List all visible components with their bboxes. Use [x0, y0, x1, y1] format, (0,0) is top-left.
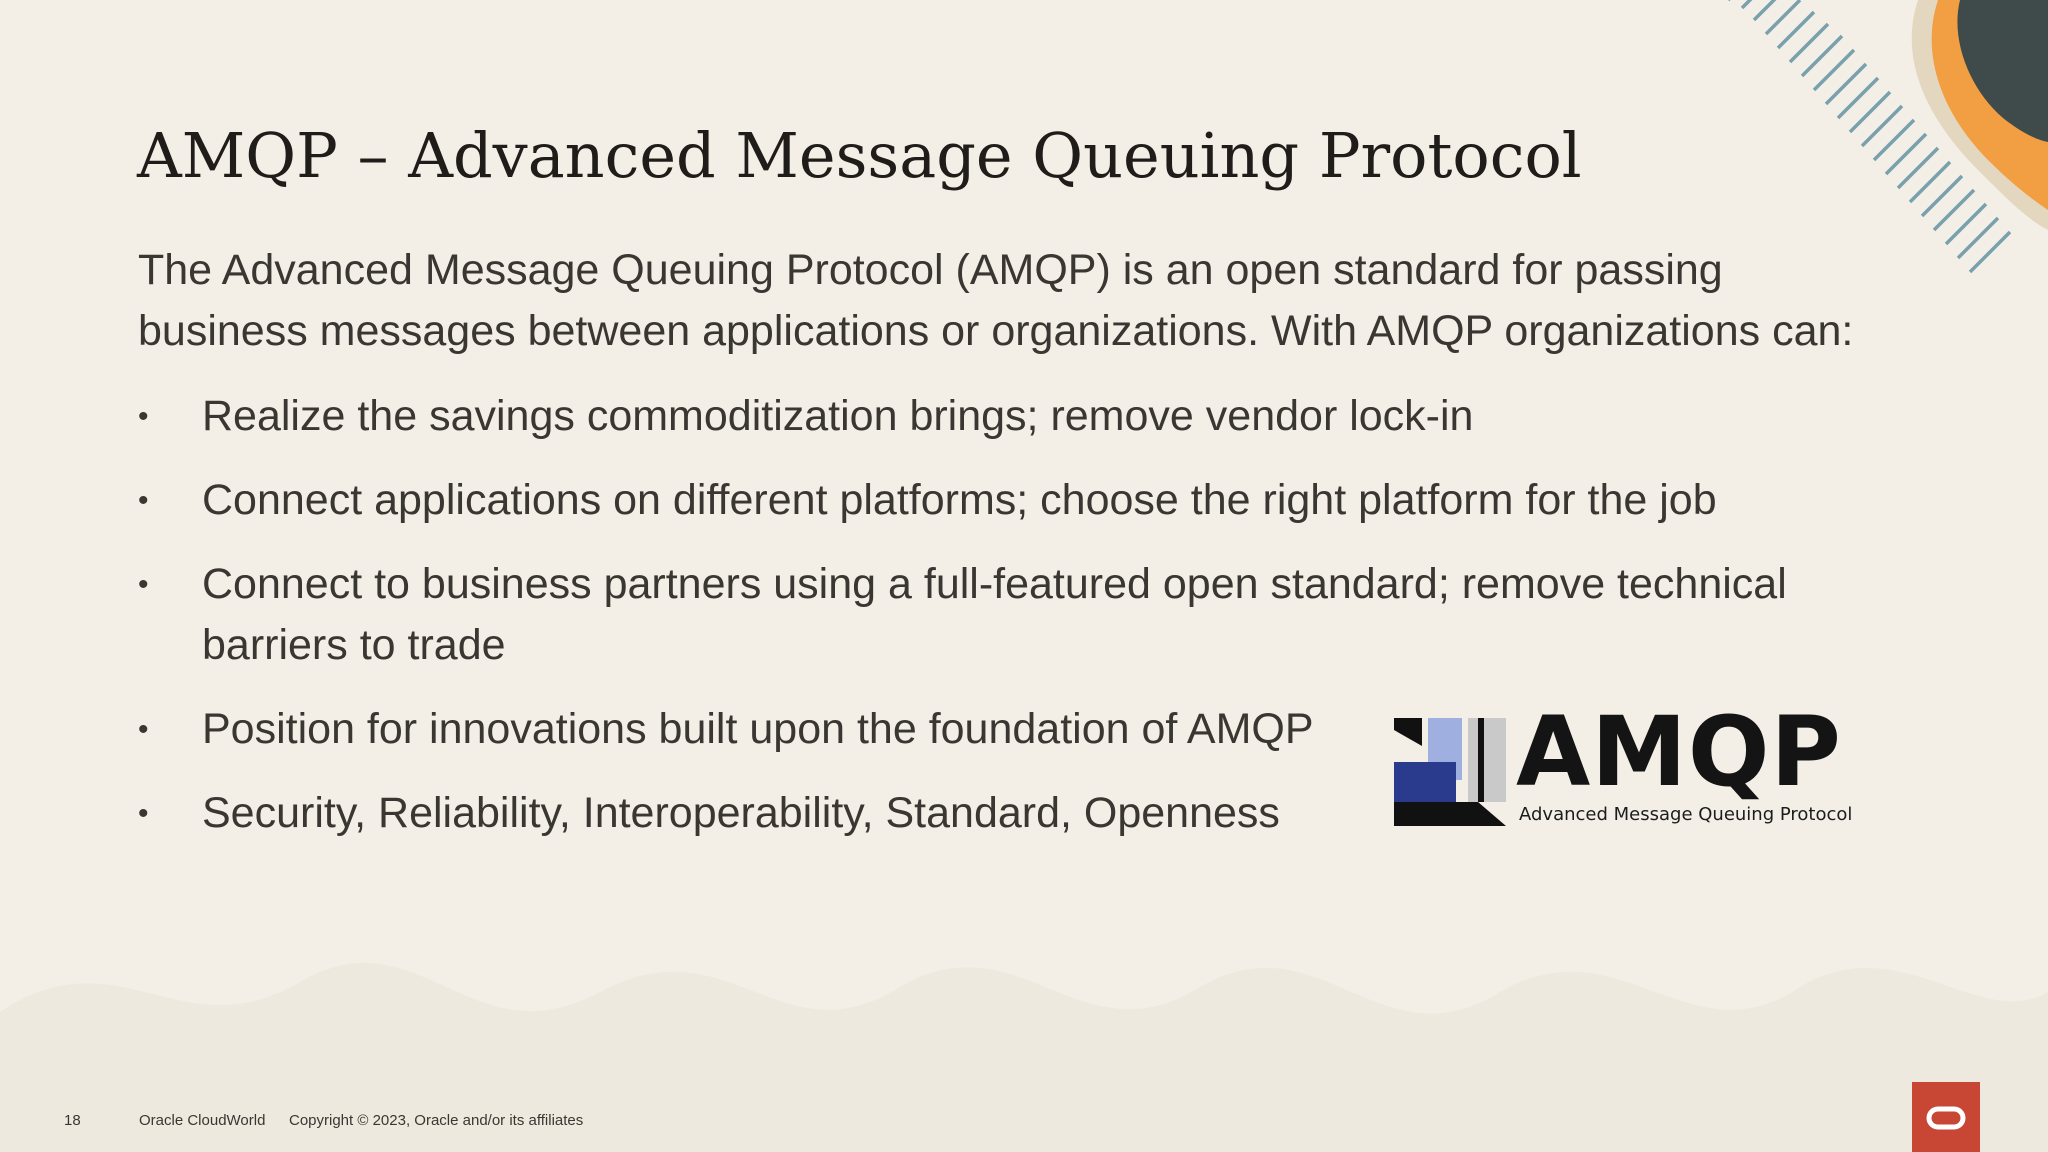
bullet-dot: • — [138, 797, 149, 830]
amqp-logo — [1394, 696, 1860, 830]
intro-paragraph: The Advanced Message Queuing Protocol (AMQP) is an open standard for passing business messages between applications or organizations. With AMQP organizations can: — [138, 246, 1854, 355]
bullet-text: Connect to business partners using a full-featured open standard; remove technical barriers to trade — [202, 560, 1787, 669]
page-number: 18 — [64, 1112, 81, 1129]
amqp-wordmark: AMQP — [1516, 696, 1842, 808]
bullet-text: Connect applications on different platforms; choose the right platform for the job — [202, 476, 1717, 524]
oracle-logo — [1912, 1082, 1980, 1152]
bullet-dot: • — [138, 484, 149, 517]
oracle-o-icon — [1926, 1106, 1966, 1130]
bullet-dot: • — [138, 568, 149, 601]
event-name: Oracle CloudWorld — [139, 1112, 266, 1129]
bullet-text: Security, Reliability, Interoperability, Standard, Openness — [202, 789, 1280, 837]
copyright-text: Copyright © 2023, Oracle and/or its affiliates — [289, 1112, 584, 1129]
bullet-item — [138, 554, 1898, 676]
bullet-text: Realize the savings commoditization brings; remove vendor lock-in — [202, 392, 1474, 440]
amqp-mark-icon — [1394, 718, 1506, 826]
bullet-dot: • — [138, 713, 149, 746]
bullet-dot: • — [138, 400, 149, 433]
bullet-item — [138, 470, 1898, 531]
slide-title: AMQP – Advanced Message Queuing Protocol — [137, 119, 1582, 192]
bullet-item — [138, 386, 1898, 447]
amqp-subtitle: Advanced Message Queuing Protocol — [1519, 804, 1853, 825]
bullet-text: Position for innovations built upon the foundation of AMQP — [202, 705, 1314, 753]
